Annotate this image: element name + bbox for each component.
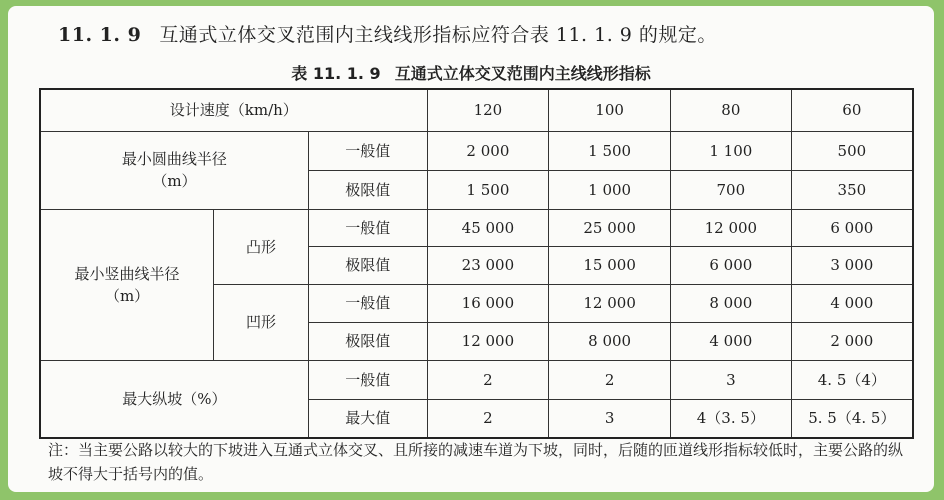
row-label-max-grade: 最大纵坡（%）	[40, 360, 308, 438]
table-caption-title: 互通式立体交叉范围内主线线形指标	[394, 64, 651, 83]
value-cell: 25 000	[549, 209, 671, 246]
value-cell: 4 000	[791, 284, 913, 322]
table-row	[40, 209, 913, 246]
value-cell: 1 100	[670, 131, 791, 170]
value-cell: 4 000	[670, 322, 791, 360]
row-label-unit: （m）	[152, 172, 197, 190]
value-cell: 12 000	[670, 209, 791, 246]
speed-cell: 60	[791, 89, 913, 131]
row-label-min-radius	[40, 131, 308, 209]
value-cell: 700	[670, 170, 791, 209]
value-cell: 16 000	[427, 284, 549, 322]
sub-label-general: 一般值	[308, 360, 427, 399]
clause-text: 互通式立体交叉范围内主线线形指标应符合表 11. 1. 9 的规定。	[159, 24, 717, 46]
speed-cell: 100	[549, 89, 671, 131]
row-label-line: 最小竖曲线半径	[74, 264, 180, 283]
clause-heading	[58, 20, 717, 47]
value-cell: 15 000	[549, 246, 671, 284]
sub-label-general: 一般值	[308, 284, 427, 322]
table-row	[40, 360, 913, 399]
sub-label-limit: 极限值	[308, 246, 427, 284]
table-note: 注：当主要公路以较大的下坡进入互通式立体交叉、且所接的减速车道为下坡，同时，后随的匝道线形指标较低时，主要公路的纵坡不得大于括号内的值。	[48, 441, 904, 483]
value-cell: 45 000	[427, 209, 549, 246]
value-cell: 8 000	[670, 284, 791, 322]
value-cell: 6 000	[670, 246, 791, 284]
sub-label-max: 最大值	[308, 399, 427, 438]
sub-label-limit: 极限值	[308, 322, 427, 360]
clause-number: 11. 1. 9	[58, 24, 142, 46]
value-cell: 5. 5（4. 5）	[791, 399, 913, 438]
row-label-line: 最小圆曲线半径	[121, 150, 227, 168]
sub-label-convex: 凸形	[214, 209, 309, 284]
value-cell: 12 000	[549, 284, 671, 322]
value-cell: 1 000	[549, 170, 671, 209]
document-page	[8, 6, 934, 492]
row-label-min-vertical-radius	[40, 209, 214, 360]
sub-label-limit: 极限值	[308, 170, 427, 209]
value-cell: 12 000	[427, 322, 549, 360]
value-cell: 8 000	[549, 322, 671, 360]
table-header-row	[40, 89, 913, 131]
table-caption-number: 表 11. 1. 9	[291, 64, 381, 83]
table-caption	[8, 61, 934, 84]
table-row	[40, 131, 913, 170]
value-cell: 2	[549, 360, 671, 399]
value-cell: 2	[427, 399, 549, 438]
sub-label-general: 一般值	[308, 209, 427, 246]
value-cell: 350	[791, 170, 913, 209]
speed-cell: 80	[670, 89, 791, 131]
header-design-speed: 设计速度（km/h）	[40, 89, 427, 131]
value-cell: 1 500	[427, 170, 549, 209]
value-cell: 2	[427, 360, 549, 399]
sub-label-general: 一般值	[308, 131, 427, 170]
speed-cell: 120	[427, 89, 549, 131]
spec-table	[39, 88, 914, 439]
value-cell: 500	[791, 131, 913, 170]
value-cell: 1 500	[549, 131, 671, 170]
sub-label-concave: 凹形	[214, 284, 309, 360]
value-cell: 3	[670, 360, 791, 399]
value-cell: 6 000	[791, 209, 913, 246]
value-cell: 3 000	[791, 246, 913, 284]
row-label-unit: （m）	[104, 286, 150, 305]
value-cell: 23 000	[427, 246, 549, 284]
value-cell: 4. 5（4）	[791, 360, 913, 399]
value-cell: 2 000	[427, 131, 549, 170]
value-cell: 4（3. 5）	[670, 399, 791, 438]
value-cell: 3	[549, 399, 671, 438]
value-cell: 2 000	[791, 322, 913, 360]
